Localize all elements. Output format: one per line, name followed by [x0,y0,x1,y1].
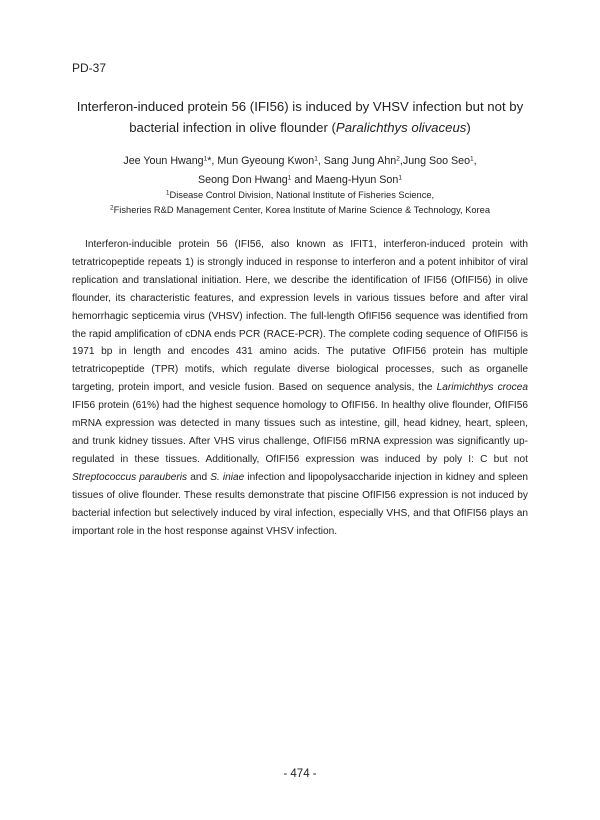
author-list [60,152,540,190]
author-name: Seong Don Hwang [198,174,288,186]
author-separator: , [473,155,477,167]
title-text: ) [466,120,471,135]
author-name: , Sang Jung Ahn [317,155,397,167]
species-name: S. iniae [210,471,245,483]
author-name: , Mun Gyeoung Kwon [211,155,315,167]
abstract-text: and [187,471,211,483]
affiliation-marker: 1 [314,155,318,163]
author-name: ,Jung Soo Seo [399,155,471,167]
affiliation-marker: 1 [398,174,402,182]
species-name: Larimichthys crocea [436,382,528,394]
affiliation-1 [60,188,540,203]
affiliation-marker: 1 [470,155,474,163]
affiliation-number: 1 [165,189,170,197]
abstract-text: Interferon-inducible protein 56 (IFI56, also known as IFIT1, interferon-induced protein with tetratricopeptide repeats 1) is strongly induced in response to interferon and a potent inhibitor of viral replication and translational initiation. Here, we describe the identification of IFI56 (OfIFI56) in olive flounder, its characteristic features, and expression levels in various tissues before and after viral hemorrhagic septicemia virus (VHSV) infection. The full-length OfIFI56 sequence was identified from the rapid amplification of cDNA ends PCR (RACE-PCR). The complete coding sequence of OfIFI56 is 1971 bp in length and encodes 431 amino acids. The putative OfIFI56 protein has multiple tetratricopeptide (TPR) motifs, which regulate diverse biological processes, such as organelle targeting, protein import, and vesicle fusion. Based on sequence analysis, the [72,239,528,394]
affiliation-2 [60,203,540,218]
abstract-text: infection and lipopolysaccharide injection in kidney and spleen tissues of olive flounder. These results demonstrate that piscine OfIFI56 expression is not induced by bacterial infection but selectively induced by viral infection, especially VHS, and that OfIFI56 plays an important role in the host response against VHSV infection. [72,471,528,537]
author-name: and Maeng-Hyun Son [291,174,399,186]
title-line-1: Interferon-induced protein 56 (IFI56) is induced by VHSV infection but not by [76,99,524,114]
affiliation-text: Disease Control Division, National Institute of Fisheries Science, [169,190,435,200]
author-name: Jee Youn Hwang [123,155,204,167]
affiliation-number: 2 [110,204,114,212]
affiliation-marker: 1 [287,174,292,182]
species-name: Paralichthys olivaceus [335,120,467,135]
affiliation-marker: 1 [203,155,208,163]
affiliation-text: Fisheries R&D Management Center, Korea Institute of Marine Science & Technology, Korea [113,205,490,215]
page-number: - 474 - [283,768,317,780]
title-text: bacterial infection in olive flounder ( [129,120,336,135]
abstract-text: IFI56 protein (61%) had the highest sequence homology to OfIFI56. In healthy olive flounder, OfIFI56 mRNA expression was detected in many tissues such as intestine, gill, head kidney, heart, spleen, and trunk kidney tissues. After VHS virus challenge, OfIFI56 mRNA expression was significantly up-regulated in these tissues. Additionally, OfIFI56 expression was induced by poly I: C but not [72,400,528,465]
title-line-2 [60,117,540,138]
affiliation-list [60,188,540,218]
corresponding-mark: * [207,155,212,167]
abstract-code: PD-37 [72,61,107,75]
abstract-body [72,236,528,540]
species-name: Streptococcus parauberis [72,471,188,483]
author-line-1 [60,152,540,171]
paper-title [60,96,540,138]
affiliation-marker: 2 [396,155,400,163]
